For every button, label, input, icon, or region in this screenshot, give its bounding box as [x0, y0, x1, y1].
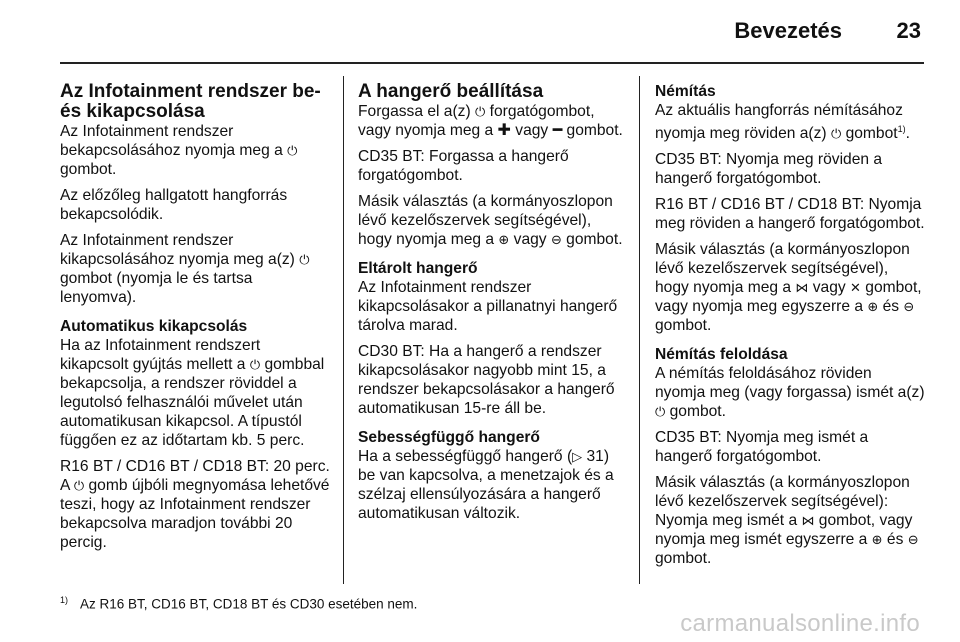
mute-x-icon: ✕ [850, 280, 861, 296]
page-number: 23 [896, 18, 921, 43]
footnote-ref: 1) [897, 124, 906, 134]
paragraph: R16 BT / CD16 BT / CD18 BT: 20 perc. A ⏻ gomb újbóli megnyomása lehetővé teszi, hogy az Infotainment rendszer bekapcsolva maradjon további 20 percig. [60, 458, 330, 551]
arrow-reference-icon: ▷ [572, 449, 583, 464]
subheading-unmute: Némítás feloldása [655, 346, 788, 364]
watermark: carmanualsonline.info [680, 610, 920, 637]
header-rule [60, 62, 924, 64]
paragraph: CD35 BT: Forgassa a hangerő forgatógombot. [358, 148, 569, 184]
power-icon: ⏻ [287, 143, 298, 158]
mute-icon: ⋈ [801, 513, 815, 529]
power-icon: ⏻ [73, 478, 85, 493]
paragraph: CD35 BT: Nyomja meg ismét a hangerő forgatógombot. [655, 429, 869, 466]
power-icon: ⏻ [475, 104, 486, 119]
subheading-stored-volume: Eltárolt hangerő [358, 260, 478, 277]
paragraph: Az előzőleg hallgatott hangforrás bekapcsolódik. [60, 187, 288, 223]
footnote [60, 591, 417, 614]
volume-up-icon: ⊕ [871, 532, 883, 548]
subheading-speed-volume: Sebességfüggő hangerő [358, 429, 540, 446]
section-heading-power: Az Infotainment rendszer be- és kikapcsolása [60, 81, 321, 122]
power-icon: ⏻ [299, 252, 310, 267]
footnote-marker: 1) [60, 595, 69, 605]
page-header [0, 18, 960, 48]
volume-up-icon: ⊕ [498, 232, 510, 247]
volume-down-icon: ⊖ [903, 299, 915, 315]
column-divider-2 [639, 76, 640, 584]
paragraph: Az Infotainment rendszer kikapcsolásakor a pillanatnyi hangerő tárolva marad. [358, 279, 618, 334]
paragraph: Ha a sebességfüggő hangerő (▷ 31) be van kapcsolva, a menetzajok és a szélzaj ellensúlyozására a hangerő automatikusan változik. [358, 448, 614, 522]
paragraph: R16 BT / CD16 BT / CD18 BT: Nyomja meg röviden a hangerő forgatógombot. [655, 196, 925, 233]
column-divider-1 [343, 76, 344, 584]
page-title: Bevezetés [734, 18, 842, 43]
paragraph: CD30 BT: Ha a hangerő a rendszer kikapcsolásakor nagyobb mint 15, a rendszer bekapcsolásakor a hangerő automatikusan 15-re áll be. [358, 343, 615, 417]
paragraph: Az Infotainment rendszer bekapcsolásához nyomja meg a ⏻ gombot. [60, 123, 298, 178]
subheading-mute: Némítás [655, 83, 716, 100]
power-icon: ⏻ [249, 357, 261, 372]
column-3 [655, 82, 925, 575]
volume-down-icon: ⊖ [907, 532, 919, 548]
power-icon: ⏻ [830, 126, 842, 142]
paragraph: Másik választás (a kormányoszlopon lévő kezelőszervek segítségével), hogy nyomja meg a ⋈ vagy ✕ gombot, vagy nyomja meg egyszerre a ⊕ és ⊖ gombot. [655, 241, 922, 335]
paragraph: Másik választás (a kormányoszlopon lévő kezelőszervek segítségével), hogy nyomja meg a ⊕ vagy ⊖ gombot. [358, 193, 623, 248]
column-2 [358, 82, 628, 530]
mute-icon: ⋈ [795, 280, 809, 296]
column-1 [60, 82, 330, 559]
paragraph: Ha az Infotainment rendszert kikapcsolt gyújtás mellett a ⏻ gombbal bekapcsolja, a rendszer röviddel a legutolsó felhasználói művelet után automatikusan kikapcsol. A típustól függően ez az időtartam kb. 5 perc. [60, 337, 325, 449]
power-icon: ⏻ [655, 404, 666, 420]
section-heading-volume: A hangerő beállítása [358, 81, 544, 102]
paragraph: Az Infotainment rendszer kikapcsolásához nyomja meg a(z) ⏻ gombot (nyomja le és tartsa lenyomva). [60, 232, 310, 306]
paragraph: Másik választás (a kormányoszlopon lévő kezelőszervek segítségével): Nyomja meg ismét a ⋈ gombot, vagy nyomja meg ismét egyszerre a ⊕ és ⊖ gombot. [655, 474, 919, 568]
paragraph: A némítás feloldásához röviden nyomja meg (vagy forgassa) ismét a(z) ⏻ gombot. [655, 365, 925, 421]
subheading-auto-off: Automatikus kikapcsolás [60, 318, 248, 335]
minus-icon: ━ [552, 122, 563, 139]
plus-icon: ✚ [497, 122, 511, 139]
paragraph: CD35 BT: Nyomja meg röviden a hangerő forgatógombot. [655, 151, 883, 188]
paragraph: Az aktuális hangforrás némításához nyomja meg röviden a(z) ⏻ gombot$^{1)}$. [655, 102, 910, 143]
volume-up-icon: ⊕ [867, 299, 879, 315]
paragraph: Forgassa el a(z) ⏻ forgatógombot, vagy nyomja meg a ✚ vagy ━ gombot. [358, 103, 623, 139]
footnote-text: Az R16 BT, CD16 BT, CD18 BT és CD30 esetében nem. [80, 596, 418, 612]
volume-down-icon: ⊖ [550, 232, 562, 247]
